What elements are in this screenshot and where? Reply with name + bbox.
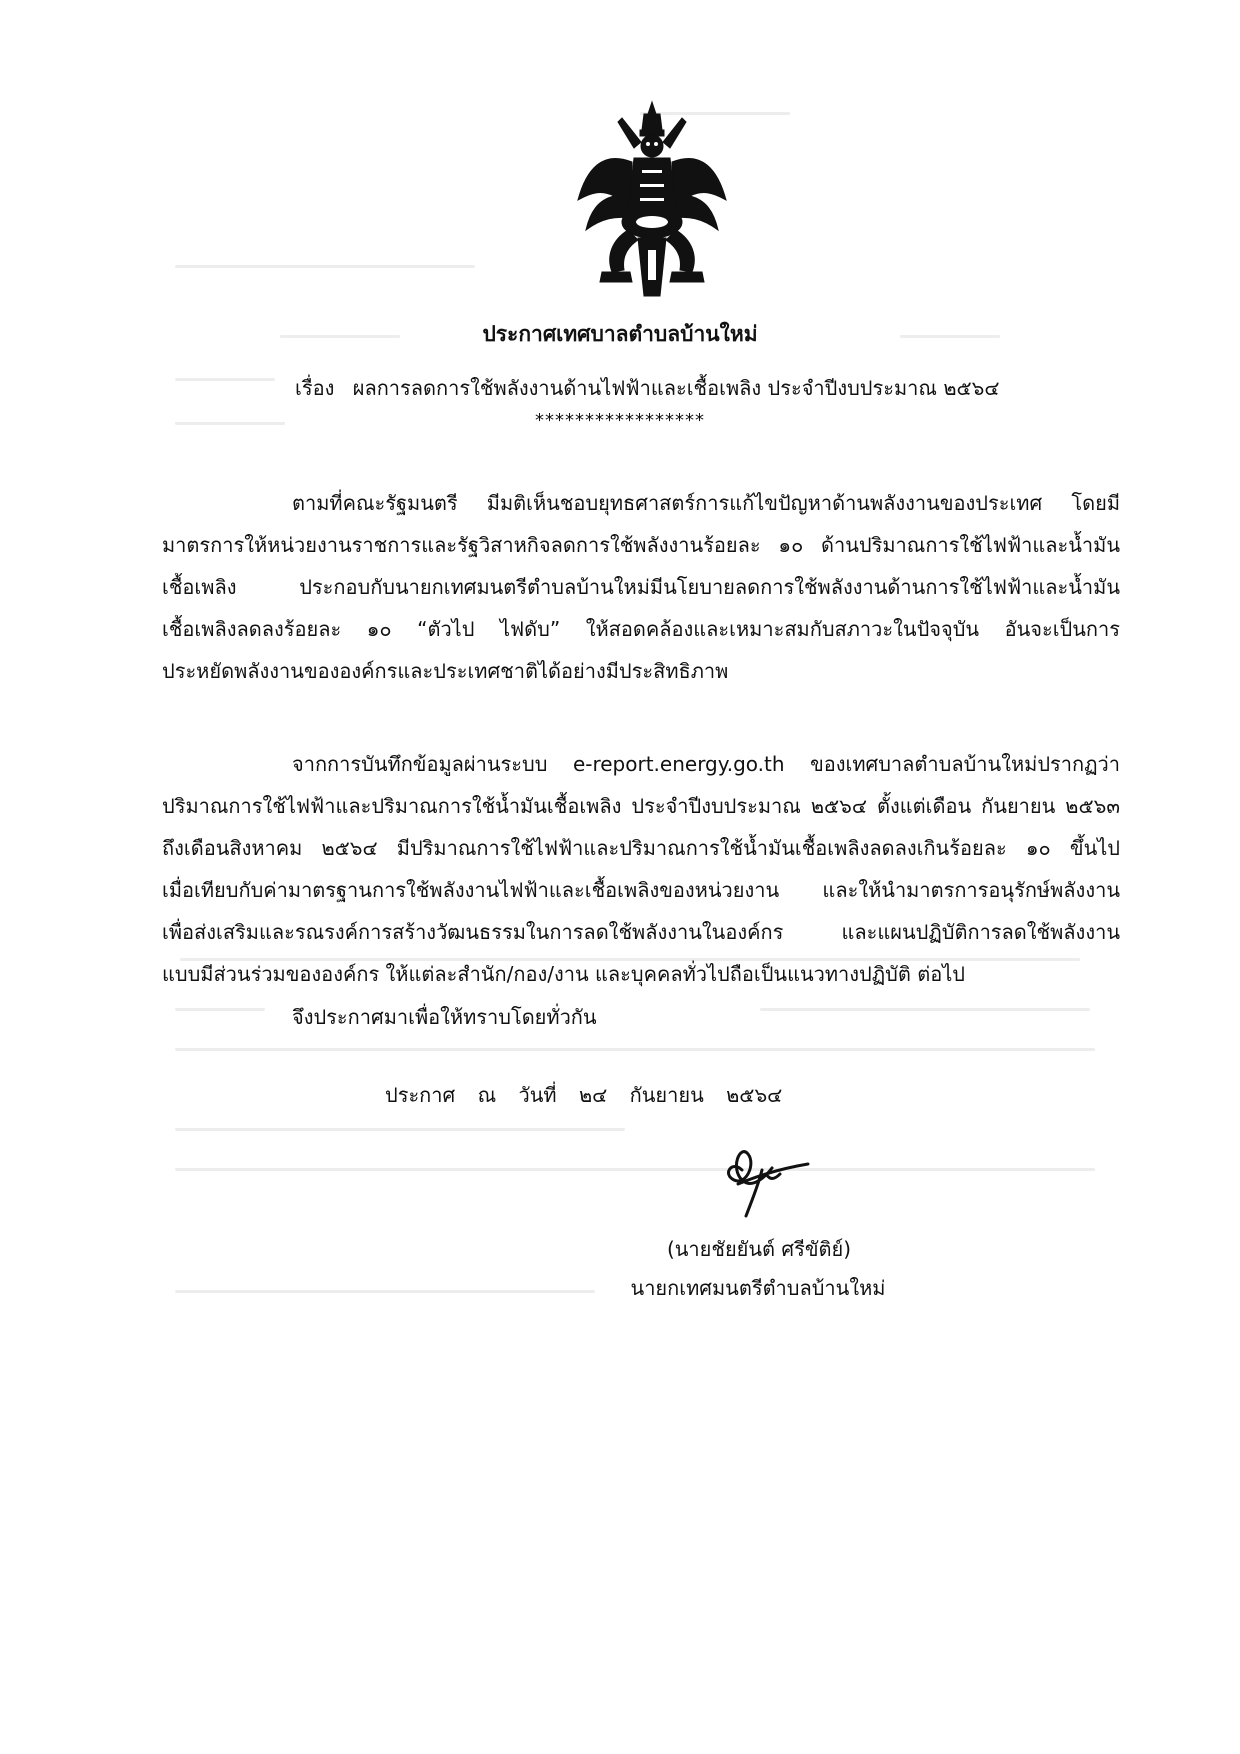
date-at: ณ	[477, 1083, 497, 1107]
paragraph-line: ประหยัดพลังงานขององค์กรและประเทศชาติได้อย่างมีประสิทธิภาพ	[162, 659, 729, 683]
bleed-through-mark	[175, 378, 275, 381]
separator: *****************	[535, 410, 705, 431]
bleed-through-mark	[175, 265, 475, 268]
bleed-through-mark	[760, 1008, 1090, 1011]
paragraph-line: ตามที่คณะรัฐมนตรี มีมติเห็นชอบยุทธศาสตร์การแก้ไขปัญหาด้านพลังงานของประเทศ โดยมี	[292, 491, 1120, 515]
announcement-date	[385, 1079, 798, 1111]
paragraph-line: มาตรการให้หน่วยงานราชการและรัฐวิสาหกิจลดการใช้พลังงานร้อยละ ๑๐ ด้านปริมาณการใช้ไฟฟ้าและน้ำมัน	[162, 533, 1120, 557]
handwritten-signature-icon	[712, 1140, 812, 1220]
bleed-through-mark	[175, 1128, 625, 1131]
bleed-through-mark	[175, 1168, 1095, 1171]
date-year: ๒๕๖๔	[726, 1083, 783, 1107]
garuda-emblem-icon	[572, 100, 732, 300]
subject-label: เรื่อง	[295, 376, 335, 400]
date-prefix: ประกาศ	[385, 1083, 456, 1107]
page-title: ประกาศเทศบาลตำบลบ้านใหม่	[482, 322, 758, 346]
paragraph-line: เมื่อเทียบกับค่ามาตรฐานการใช้พลังงานไฟฟ้าและเชื้อเพลิงของหน่วยงาน และให้นำมาตรการอนุรักษ์พลังงาน	[162, 878, 1120, 902]
paragraph-line: จากการบันทึกข้อมูลผ่านระบบ e-report.energy.go.th ของเทศบาลตำบลบ้านใหม่ปรากฏว่า	[292, 752, 1120, 776]
paragraph-1	[162, 482, 1120, 692]
paragraph-line: ถึงเดือนสิงหาคม ๒๕๖๔ มีปริมาณการใช้ไฟฟ้าและปริมาณการใช้น้ำมันเชื้อเพลิงลดลงเกินร้อยละ ๑๐ ขึ้นไป	[162, 836, 1120, 860]
signatory-title: นายกเทศมนตรีตำบลบ้านใหม่	[630, 1276, 886, 1300]
paragraph-2	[162, 743, 1120, 995]
date-day-label: วันที่	[518, 1083, 557, 1107]
date-day: ๒๔	[578, 1083, 608, 1107]
date-month: กันยายน	[629, 1083, 704, 1107]
paragraph-line: แบบมีส่วนร่วมขององค์กร ให้แต่ละสำนัก/กอง/งาน และบุคคลทั่วไปถือเป็นแนวทางปฏิบัติ ต่อไป	[162, 962, 965, 986]
subject-line	[295, 372, 999, 404]
paragraph-line: เชื้อเพลิงลดลงร้อยละ ๑๐ “ตัวไป ไฟดับ” ให้สอดคล้องและเหมาะสมกับสภาวะในปัจจุบัน อันจะเป็นการ	[162, 617, 1120, 641]
paragraph-line: เชื้อเพลิง ประกอบกับนายกเทศมนตรีตำบลบ้านใหม่มีนโยบายลดการใช้พลังงานด้านการใช้ไฟฟ้าและน้ำมัน	[162, 575, 1120, 599]
bleed-through-mark	[175, 1008, 265, 1011]
bleed-through-mark	[175, 1048, 1095, 1051]
closing-statement: จึงประกาศมาเพื่อให้ทราบโดยทั่วกัน	[292, 1005, 597, 1029]
paragraph-line: ปริมาณการใช้ไฟฟ้าและปริมาณการใช้น้ำมันเชื้อเพลิง ประจำปีงบประมาณ ๒๕๖๔ ตั้งแต่เดือน กันยายน ๒๕๖๓	[162, 794, 1120, 818]
signatory-name: (นายชัยยันต์ ศรีขัติย์)	[666, 1237, 852, 1261]
bleed-through-mark	[175, 1290, 595, 1293]
paragraph-line: เพื่อส่งเสริมและรณรงค์การสร้างวัฒนธรรมในการลดใช้พลังงานในองค์กร และแผนปฏิบัติการลดใช้พลังงาน	[162, 920, 1120, 944]
subject-text: ผลการลดการใช้พลังงานด้านไฟฟ้าและเชื้อเพลิง ประจำปีงบประมาณ ๒๕๖๔	[352, 376, 1000, 400]
